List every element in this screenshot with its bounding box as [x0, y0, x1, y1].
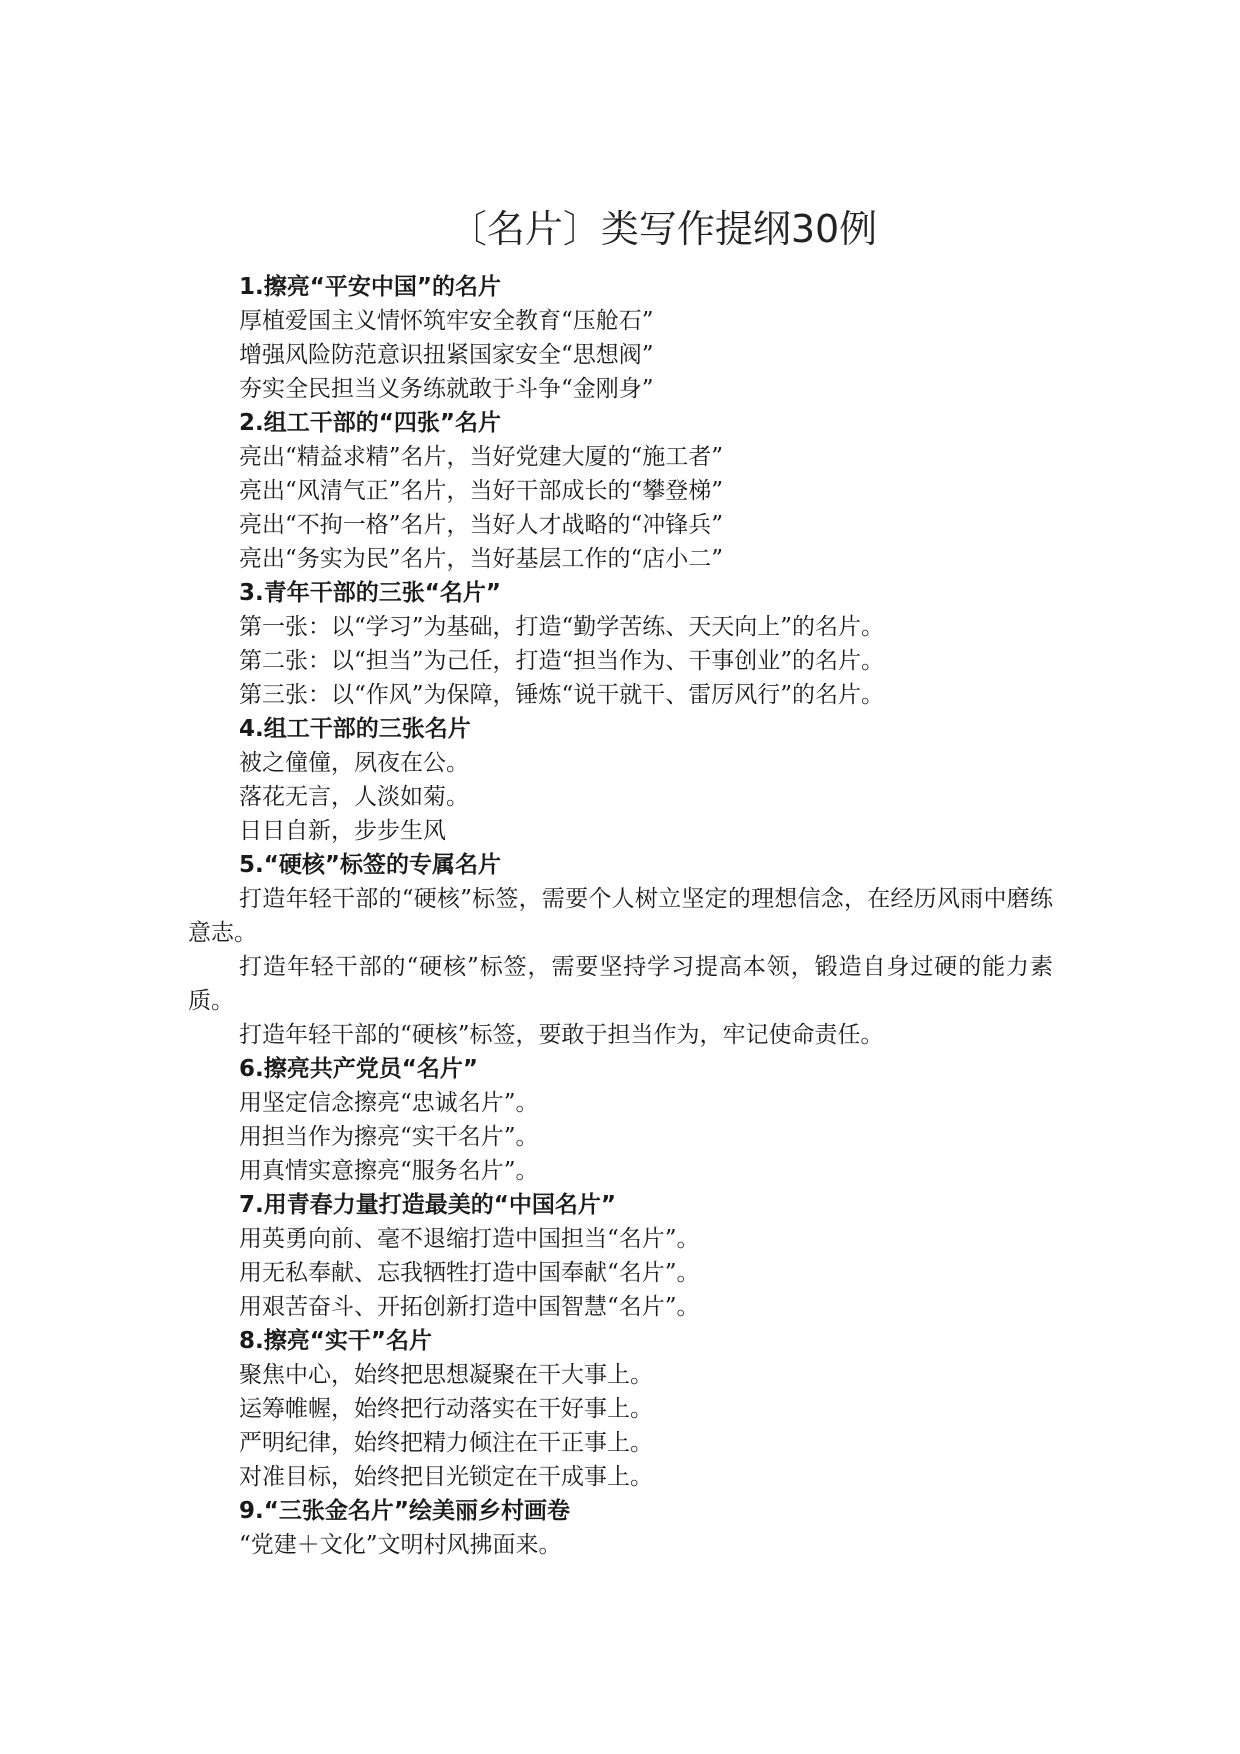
section-heading: 8.擦亮“实干”名片 — [239, 1328, 432, 1354]
section-heading: 3.青年干部的三张“名片” — [239, 580, 501, 606]
section-line: 用真情实意擦亮“服务名片”。 — [239, 1158, 539, 1184]
section-paragraph: 打造年轻干部的“硬核”标签，需要坚持学习提高本领，锻造自身过硬的能力素质。 — [188, 954, 1053, 1014]
section-line: 用坚定信念擦亮“忠诚名片”。 — [239, 1090, 539, 1116]
document-page — [188, 205, 1058, 1562]
section-1 — [188, 270, 1058, 406]
section-line: 亮出“精益求精”名片，当好党建大厦的“施工者” — [239, 444, 724, 470]
section-6 — [188, 1052, 1058, 1188]
section-line: 落花无言，人淡如菊。 — [239, 784, 469, 810]
section-line: 用无私奉献、忘我牺牲打造中国奉献“名片”。 — [239, 1260, 700, 1286]
section-line: 对准目标，始终把目光锁定在干成事上。 — [239, 1464, 653, 1490]
section-heading: 9.“三张金名片”绘美丽乡村画卷 — [239, 1498, 570, 1524]
section-line: 聚焦中心，始终把思想凝聚在干大事上。 — [239, 1362, 653, 1388]
section-7 — [188, 1188, 1058, 1324]
section-line: 第三张：以“作风”为保障，锤炼“说干就干、雷厉风行”的名片。 — [239, 682, 885, 708]
section-line: 第二张：以“担当”为己任，打造“担当作为、干事创业”的名片。 — [239, 648, 885, 674]
section-paragraph: 打造年轻干部的“硬核”标签，需要个人树立坚定的理想信念，在经历风雨中磨练意志。 — [188, 886, 1053, 946]
section-line: 夯实全民担当义务练就敢于斗争“金刚身” — [239, 376, 654, 402]
section-heading: 7.用青春力量打造最美的“中国名片” — [239, 1192, 616, 1218]
section-line: 严明纪律，始终把精力倾注在干正事上。 — [239, 1430, 653, 1456]
section-heading: 2.组工干部的“四张”名片 — [239, 410, 501, 436]
document-title: 〔名片〕类写作提纲30例 — [448, 207, 878, 251]
section-9 — [188, 1494, 1058, 1562]
section-line: 亮出“不拘一格”名片，当好人才战略的“冲锋兵” — [239, 512, 724, 538]
section-line: 厚植爱国主义情怀筑牢安全教育“压舱石” — [239, 308, 654, 334]
section-line: “党建＋文化”文明村风拂面来。 — [239, 1532, 562, 1558]
section-paragraph: 打造年轻干部的“硬核”标签，要敢于担当作为，牢记使命责任。 — [239, 1022, 884, 1048]
section-line: 增强风险防范意识扭紧国家安全“思想阀” — [239, 342, 654, 368]
section-line: 被之僮僮，夙夜在公。 — [239, 750, 469, 776]
section-line: 用英勇向前、毫不退缩打造中国担当“名片”。 — [239, 1226, 700, 1252]
section-8 — [188, 1324, 1058, 1494]
section-4 — [188, 712, 1058, 848]
section-2 — [188, 406, 1058, 576]
section-line: 用艰苦奋斗、开拓创新打造中国智慧“名片”。 — [239, 1294, 700, 1320]
section-line: 亮出“务实为民”名片，当好基层工作的“店小二” — [239, 546, 724, 572]
section-line: 运筹帷幄，始终把行动落实在干好事上。 — [239, 1396, 653, 1422]
section-line: 用担当作为擦亮“实干名片”。 — [239, 1124, 539, 1150]
section-line: 亮出“风清气正”名片，当好干部成长的“攀登梯” — [239, 478, 724, 504]
section-line: 日日自新，步步生风 — [239, 818, 446, 844]
section-3 — [188, 576, 1058, 712]
section-heading: 4.组工干部的三张名片 — [239, 716, 471, 742]
section-5 — [188, 848, 1058, 1052]
section-heading: 6.擦亮共产党员“名片” — [239, 1056, 478, 1082]
section-heading: 5.“硬核”标签的专属名片 — [239, 852, 501, 878]
section-heading: 1.擦亮“平安中国”的名片 — [239, 274, 501, 300]
section-line: 第一张：以“学习”为基础，打造“勤学苦练、天天向上”的名片。 — [239, 614, 885, 640]
